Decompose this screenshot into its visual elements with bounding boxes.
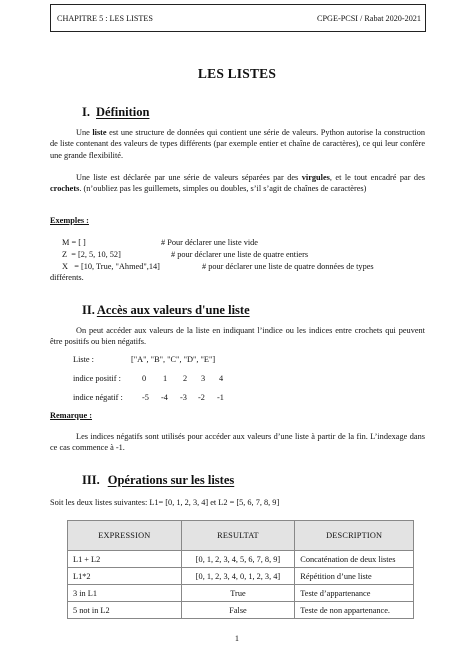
section-1-heading xyxy=(82,105,149,120)
table-row xyxy=(68,602,414,619)
column-header-expression: EXPRESSION xyxy=(68,521,182,551)
cell-description: Teste de non appartenance. xyxy=(295,602,414,619)
examples-label: Exemples : xyxy=(50,216,89,225)
definition-paragraph-1 xyxy=(50,127,425,161)
access-paragraph: On peut accéder aux valeurs de la liste en indiquant l’indice ou les indices entre crochets qui peuvent être positifs ou bien négatifs. xyxy=(50,326,425,347)
table-header-row xyxy=(68,521,414,551)
table-row xyxy=(68,585,414,602)
positive-index-4: 4 xyxy=(219,374,224,383)
text: , et le tout encadré par des xyxy=(329,173,425,182)
text: est une structure de données qui contient une série de valeurs. Python autorise la construction de liste contenant des valeurs de types différents (par exemple entier et chaîne de caractères), ce qui leur confère une grande flexibilité. xyxy=(50,128,425,160)
example-2-comment: # pour déclarer une liste de quatre entiers xyxy=(171,250,309,259)
cell-resultat: True xyxy=(181,585,295,602)
section-3-heading xyxy=(82,473,234,488)
negative-index-2: -2 xyxy=(198,393,205,402)
document-title: LES LISTES xyxy=(197,66,277,81)
positive-index-label: indice positif : xyxy=(73,374,121,383)
page-number: 1 xyxy=(234,634,240,643)
cell-expression: 3 in L1 xyxy=(68,585,182,602)
text: Une liste est déclarée par une série de valeurs séparées par des xyxy=(76,173,302,182)
section-2-heading xyxy=(82,303,250,318)
cell-description: Répétition d’une liste xyxy=(295,568,414,585)
cell-resultat: [0, 1, 2, 3, 4, 5, 6, 7, 8, 9] xyxy=(181,551,295,568)
example-2-code: Z = [2, 5, 10, 52] xyxy=(62,250,121,259)
cell-description: Teste d’appartenance xyxy=(295,585,414,602)
column-header-resultat: RESULTAT xyxy=(181,521,295,551)
column-header-description: DESCRIPTION xyxy=(295,521,414,551)
example-1-comment: # Pour déclarer une liste vide xyxy=(161,238,258,247)
page-header xyxy=(50,4,426,32)
negative-index-5: -5 xyxy=(142,393,149,402)
section-1-title: Définition xyxy=(96,105,150,119)
cell-resultat: [0, 1, 2, 3, 4, 0, 1, 2, 3, 4] xyxy=(181,568,295,585)
positive-index-1: 1 xyxy=(163,374,168,383)
header-chapter: CHAPITRE 5 : LES LISTES xyxy=(57,13,153,23)
liste-label: Liste : xyxy=(73,355,94,364)
section-1-number: I. xyxy=(82,105,90,119)
negative-index-label: indice négatif : xyxy=(73,393,123,402)
cell-expression: L1*2 xyxy=(68,568,182,585)
negative-index-3: -3 xyxy=(180,393,187,402)
cell-expression: 5 not in L2 xyxy=(68,602,182,619)
definition-paragraph-2 xyxy=(50,172,425,195)
example-3-code: X = [10, True, "Ahmed",14] xyxy=(62,262,160,271)
cell-resultat: False xyxy=(181,602,295,619)
operations-table xyxy=(67,520,414,619)
negative-index-1: -1 xyxy=(217,393,224,402)
example-1-code: M = [ ] xyxy=(62,238,86,247)
cell-description: Concaténation de deux listes xyxy=(295,551,414,568)
table-row xyxy=(68,568,414,585)
section-3-number: III. xyxy=(82,473,100,487)
positive-index-3: 3 xyxy=(201,374,206,383)
section-2-title: Accès aux valeurs d'une liste xyxy=(96,303,250,317)
bold-term-liste: liste xyxy=(92,128,107,137)
lists-intro: Soit les deux listes suivantes: L1= [0, 1, 2, 3, 4] et L2 = [5, 6, 7, 8, 9] xyxy=(50,498,280,507)
cell-expression: L1 + L2 xyxy=(68,551,182,568)
text: Une xyxy=(76,128,93,137)
text: . (n’oubliez pas les guillemets, simples ou doubles, s’il s’agit de chaînes de caractères) xyxy=(79,184,367,194)
remark-paragraph: Les indices négatifs sont utilisés pour accéder aux valeurs d’une liste à partir de la fin. L’indexage dans ce cas commence à -1. xyxy=(50,432,425,453)
bold-term-virgules: virgules xyxy=(301,173,330,182)
section-3-title: Opérations sur les listes xyxy=(107,473,235,487)
remark-label: Remarque : xyxy=(50,411,93,420)
negative-index-4: -4 xyxy=(161,393,168,402)
table-row xyxy=(68,551,414,568)
liste-value: ["A", "B", "C", "D", "E"] xyxy=(131,355,216,364)
section-2-number: II. xyxy=(82,303,95,317)
positive-index-2: 2 xyxy=(183,374,188,383)
positive-index-0: 0 xyxy=(142,374,147,383)
header-course: CPGE-PCSI / Rabat 2020-2021 xyxy=(317,13,421,23)
example-3-comment: # pour déclarer une liste de quatre données de types xyxy=(202,262,374,271)
bold-term-crochets: crochets xyxy=(50,184,80,194)
example-3-continuation: différents. xyxy=(50,273,84,282)
